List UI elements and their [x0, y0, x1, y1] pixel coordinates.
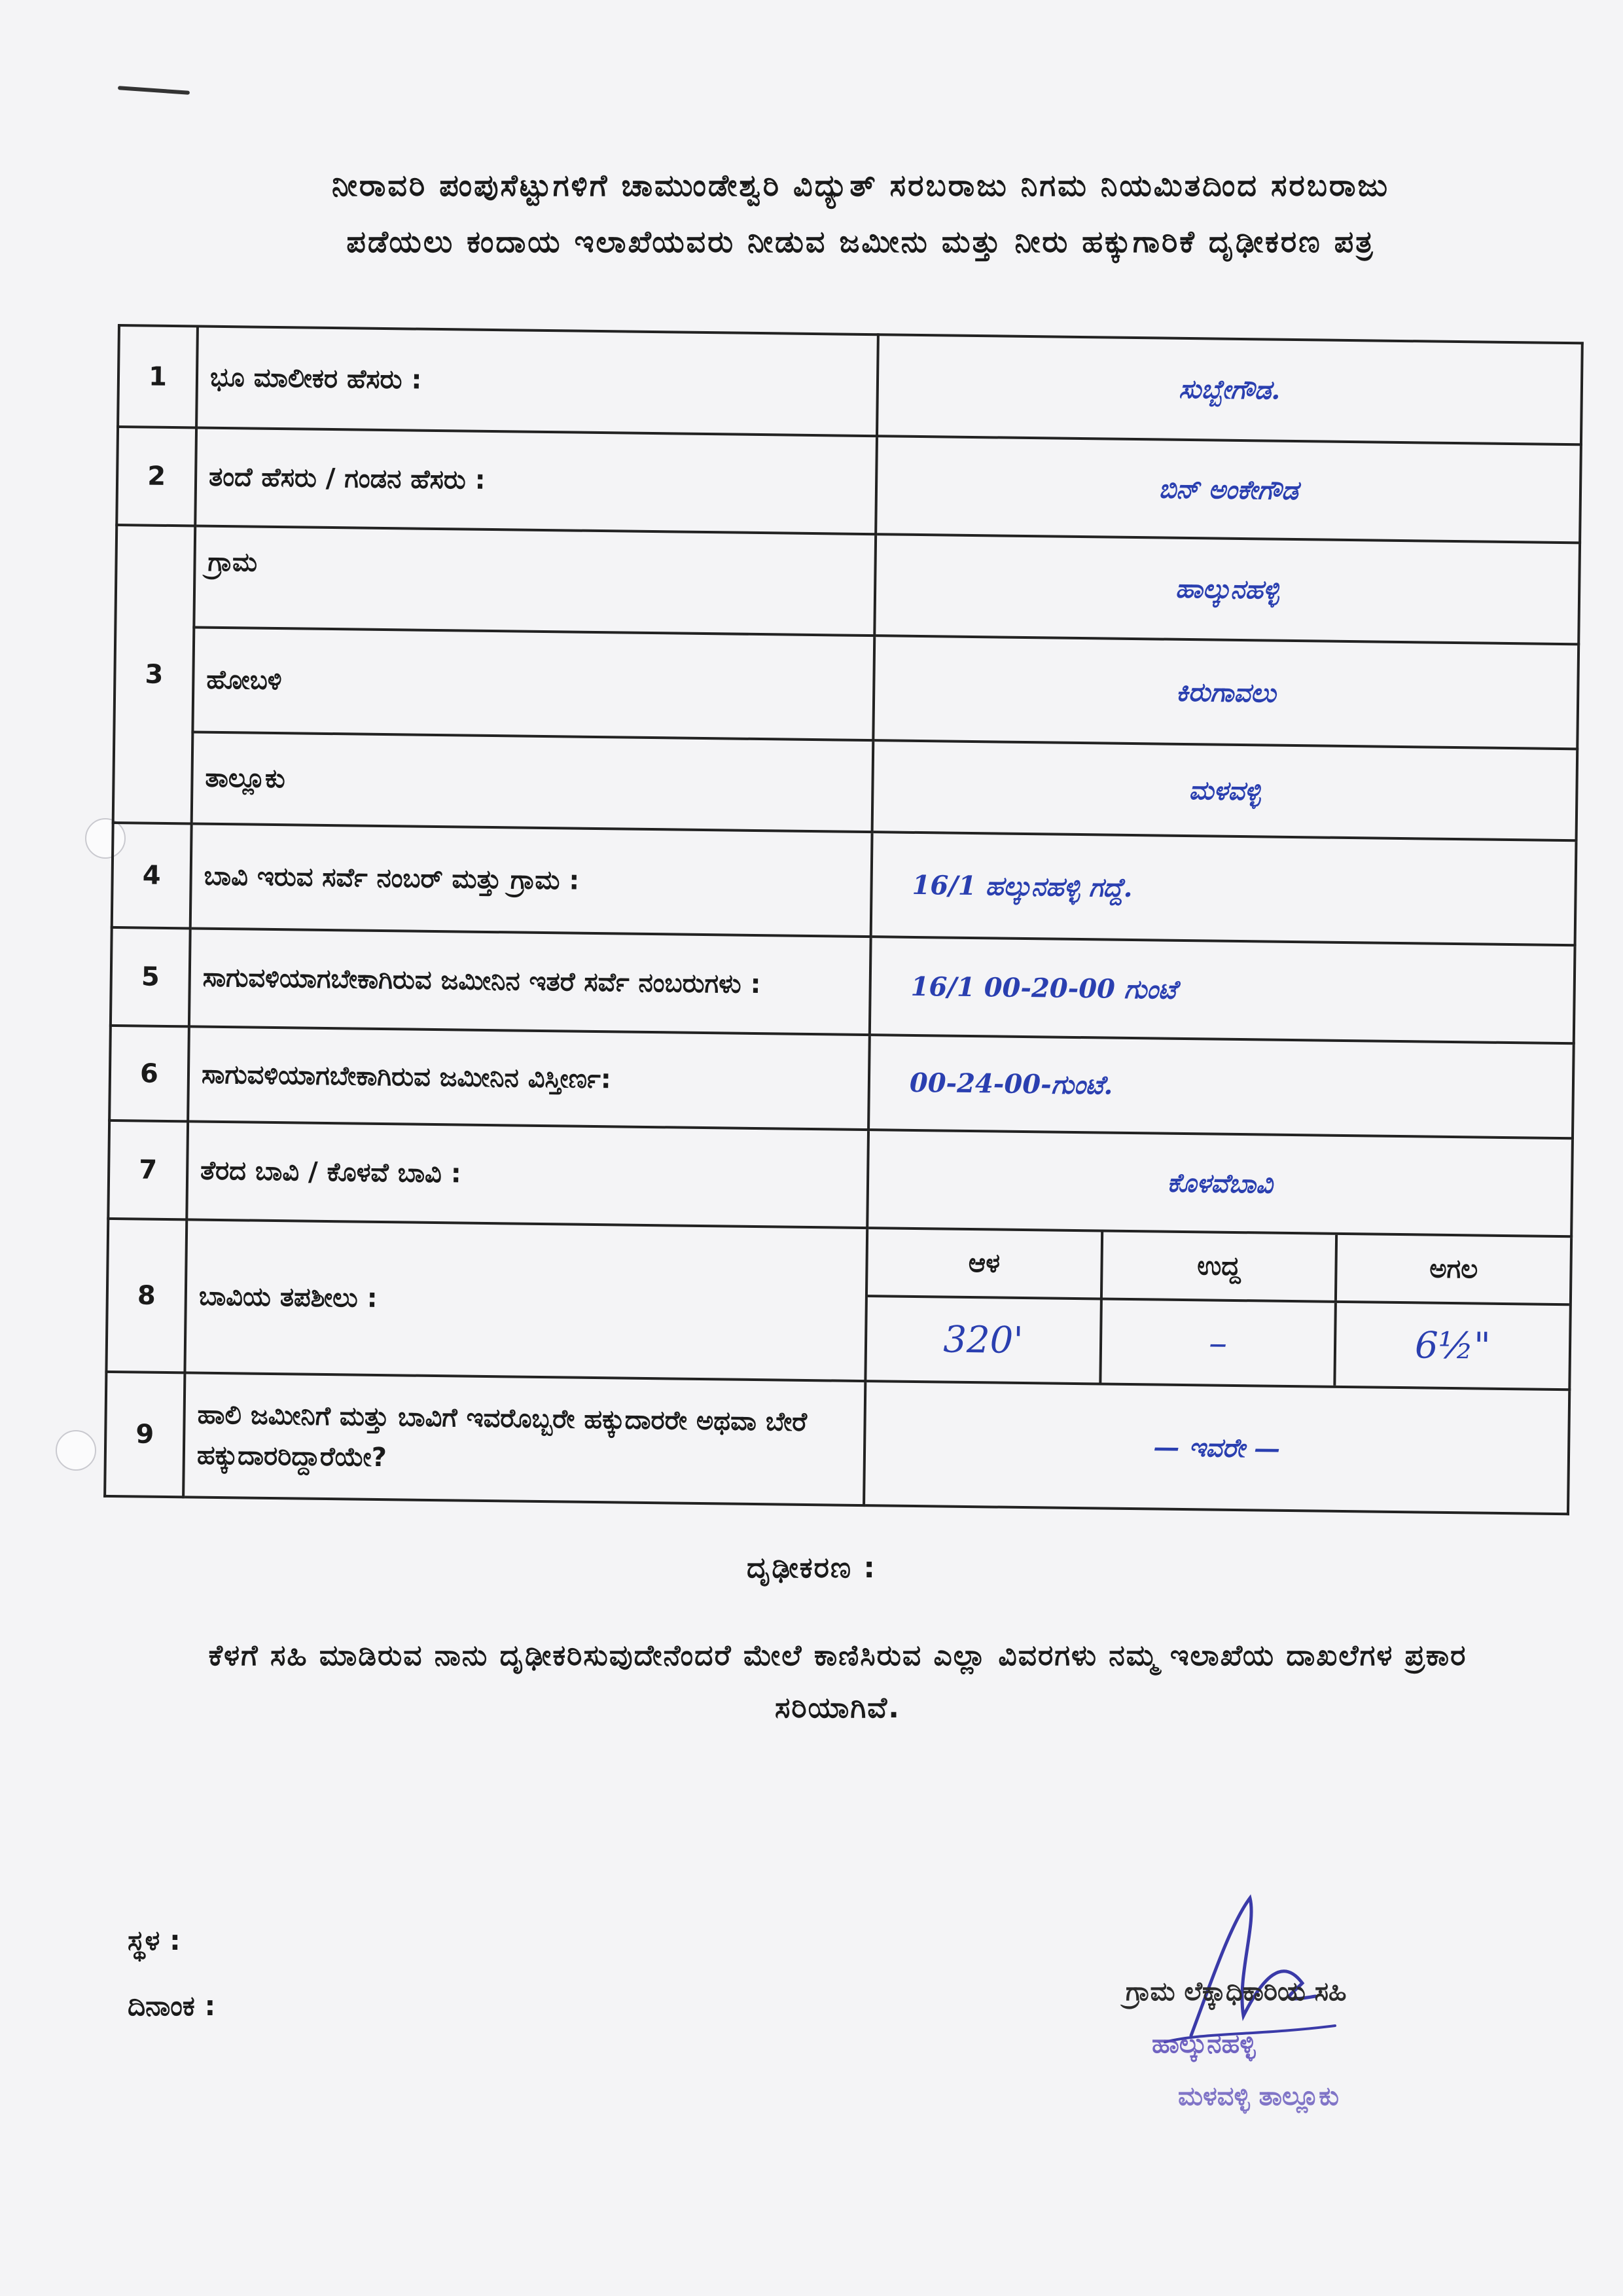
length-value: – [1208, 1321, 1228, 1365]
stamp-line-1: ಗ್ರಾಮ ಲೆಕ್ಕಾಧಿಕಾರಿಯ ಸಹಿ [1126, 1977, 1347, 2007]
row-number: 9 [105, 1372, 185, 1497]
title-line-1: ನೀರಾವರಿ ಪಂಪುಸೆಟ್ಟುಗಳಿಗೆ ಚಾಮುಂಡೇಶ್ವರಿ ವಿದ್ಯುತ್ ಸರಬರಾಜು ನಿಗಮ ನಿಯಮಿತದಿಂದ ಸರಬರಾಜು [332, 168, 1389, 203]
table-row [118, 325, 1582, 444]
row-label: ಸಾಗುವಳಿಯಾಗಬೇಕಾಗಿರುವ ಜಮೀನಿನ ವಿಸ್ತೀರ್ಣ: [188, 1026, 870, 1130]
row-label: ಬಾವಿಯ ತಪಶೀಲು : [185, 1219, 867, 1381]
other-owners-value: — ಇವರೇ — [864, 1381, 1569, 1514]
punch-hole [56, 1430, 96, 1471]
extent-value: 00-24-00-ಗುಂಟೆ. [868, 1035, 1574, 1138]
row-number: 1 [118, 325, 198, 427]
well-type-value: ಕೊಳವೆಬಾವಿ [867, 1130, 1573, 1236]
row-label: ಗ್ರಾಮ [194, 526, 876, 636]
table-row [112, 823, 1577, 945]
depth-header: ಆಳ [968, 1247, 1001, 1279]
father-name-value: ಬಿನ್ ಅಂಕೇಗೌಡ [876, 436, 1581, 543]
taluk-value: ಮಳವಳ್ಳಿ [872, 740, 1578, 840]
row-number: 7 [108, 1121, 188, 1219]
width-header: ಅಗಲ [1334, 1235, 1570, 1303]
owner-name-value: ಸುಬ್ಬೇಗೌಡ. [877, 334, 1582, 444]
table-row [114, 626, 1578, 749]
table-row [113, 731, 1578, 840]
table-row [115, 525, 1580, 644]
declaration-text: ಕೆಳಗೆ ಸಹಿ ಮಾಡಿರುವ ನಾನು ದೃಢೀಕರಿಸುವುದೇನೆಂದರೆ ಮೇಲೆ ಕಾಣಿಸಿರುವ ಎಲ್ಲಾ ವಿವರಗಳು ನಮ್ಮ ಇಲಾಖೆಯ ದಾಖಲೆಗಳ ಪ್ರಕಾರ ಸರಿಯಾಗಿವೆ. [208, 1639, 1467, 1725]
table-row [106, 1219, 1571, 1390]
row-label: ತಂದೆ ಹೆಸರು / ಗಂಡನ ಹೆಸರು : [195, 427, 877, 534]
length-header: ಉದ್ದ [1100, 1232, 1336, 1300]
document-title [157, 157, 1564, 270]
table-row [111, 927, 1575, 1043]
declaration-heading: ದೃಢೀಕರಣ : [747, 1551, 876, 1585]
row-label: ಹೋಬಳಿ [192, 627, 874, 740]
row-number: 5 [111, 927, 190, 1026]
well-details-cell [865, 1228, 1571, 1390]
stamp-line-2: ಹಾಲ್ಕುನಹಳ್ಳಿ [1152, 2029, 1256, 2059]
row-number: 3 [113, 525, 196, 823]
table-row [109, 1026, 1574, 1138]
row-label: ಹಾಲಿ ಜಮೀನಿಗೆ ಮತ್ತು ಬಾವಿಗೆ ಇವರೊಬ್ಬರೇ ಹಕ್ಕುದಾರರೇ ಅಥವಾ ಬೇರೆ ಹಕ್ಕುದಾರರಿದ್ದಾರೆಯೇ? [183, 1372, 865, 1505]
row-number: 8 [106, 1219, 187, 1372]
survey-number-value: 16/1 ಹಲ್ಕುನಹಳ್ಳಿ ಗದ್ದೆ. [871, 832, 1577, 945]
details-table [103, 324, 1584, 1515]
row-number: 2 [116, 427, 196, 526]
row-label: ಸಾಗುವಳಿಯಾಗಬೇಕಾಗಿರುವ ಜಮೀನಿನ ಇತರೆ ಸರ್ವೆ ನಂಬರುಗಳು : [189, 928, 871, 1035]
table-row [108, 1121, 1573, 1236]
hobli-value: ಕಿರುಗಾವಲು [873, 636, 1578, 749]
width-value: 6½" [1414, 1323, 1491, 1368]
table-row [116, 427, 1581, 543]
row-label: ತೆರದ ಬಾವಿ / ಕೊಳವೆ ಬಾವಿ : [187, 1121, 868, 1228]
title-line-2: ಪಡೆಯಲು ಕಂದಾಯ ಇಲಾಖೆಯವರು ನೀಡುವ ಜಮೀನು ಮತ್ತು ನೀರು ಹಕ್ಕುಗಾರಿಕೆ ದೃಢೀಕರಣ ಪತ್ರ [346, 224, 1375, 259]
official-stamp [1113, 1950, 1479, 2121]
row-label: ತಾಲ್ಲೂಕು [192, 732, 874, 832]
pen-mark [118, 86, 190, 95]
row-label: ಭೂ ಮಾಲೀಕರ ಹೆಸರು : [196, 326, 878, 436]
date-label: ದಿನಾಂಕ : [128, 1990, 216, 2022]
row-number: 6 [109, 1026, 189, 1121]
stamp-line-3: ಮಳವಳ್ಳಿ ತಾಲ್ಲೂಕು [1178, 2081, 1339, 2111]
row-number: 4 [112, 823, 192, 928]
place-label: ಸ್ಥಳ : [128, 1924, 181, 1956]
other-survey-value: 16/1 00-20-00 ಗುಂಟೆ [870, 937, 1575, 1043]
table-row [105, 1372, 1569, 1514]
village-value: ಹಾಲ್ಕುನಹಳ್ಳಿ [874, 534, 1580, 644]
depth-value: 320' [942, 1318, 1024, 1362]
row-label: ಬಾವಿ ಇರುವ ಸರ್ವೆ ನಂಬರ್ ಮತ್ತು ಗ್ರಾಮ : [190, 823, 872, 937]
